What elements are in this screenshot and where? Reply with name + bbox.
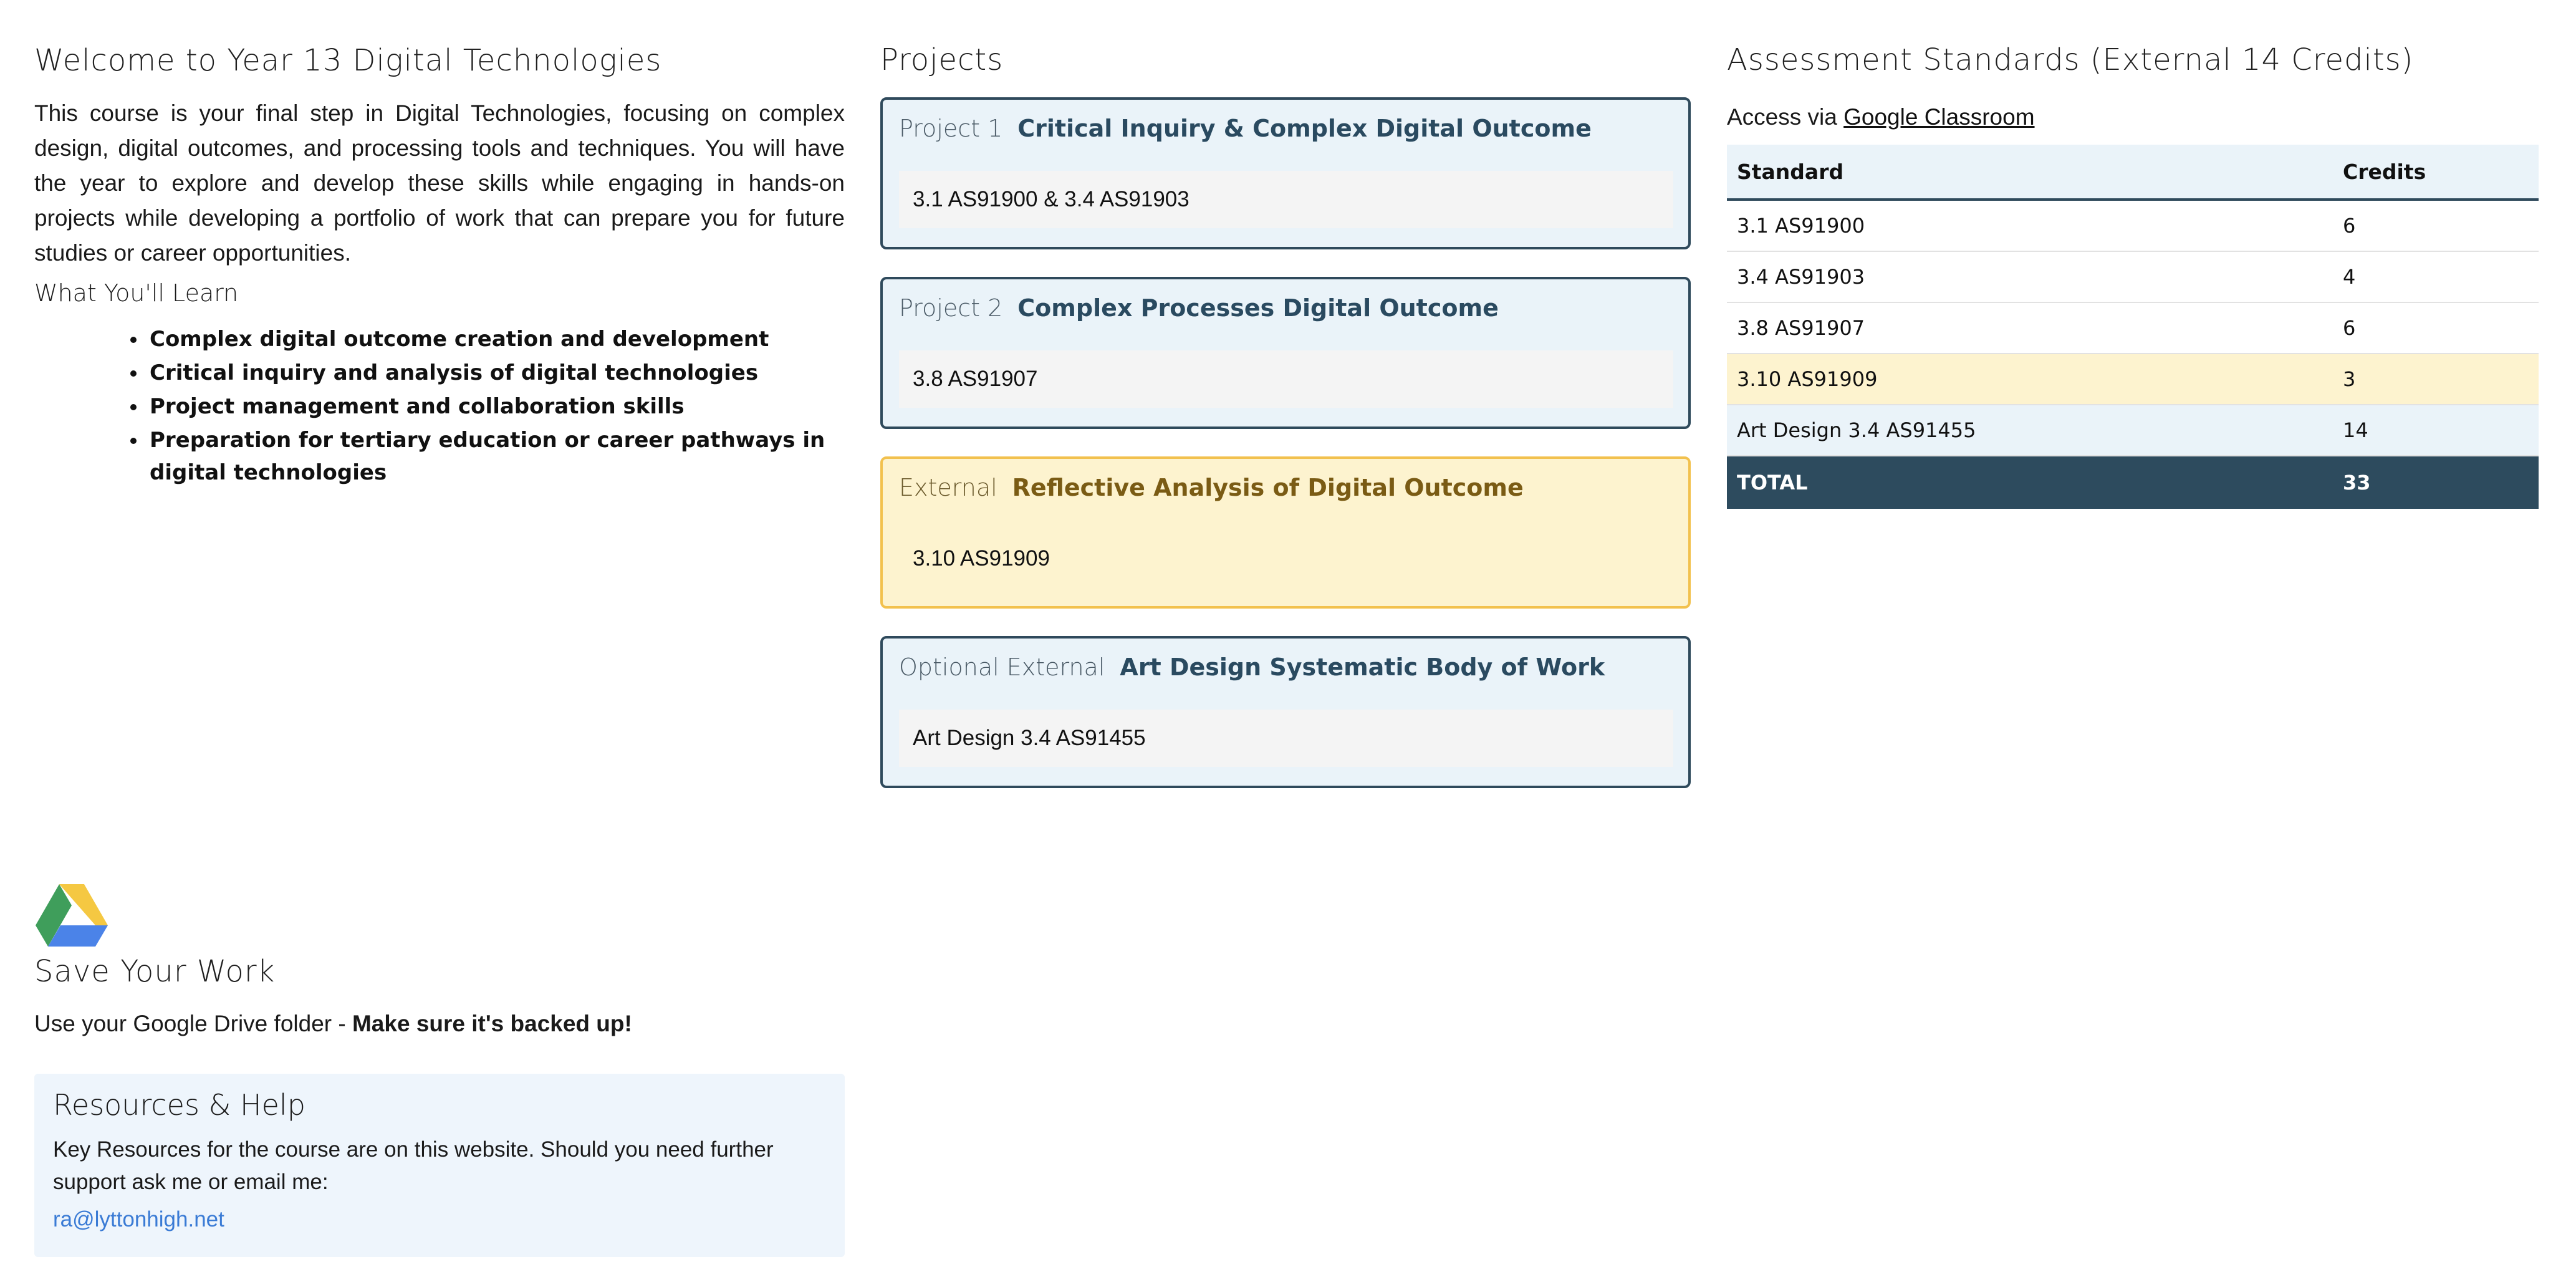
intro-column [34,39,845,490]
projects-heading: Projects [880,42,1004,77]
project-label: Project 2 [899,294,1003,322]
credits-cell: 4 [2333,251,2539,302]
total-row [1727,456,2539,509]
list-item: • Complex digital outcome creation and development [147,323,845,355]
list-item: • Critical inquiry and analysis of digital technologies [147,357,845,389]
project-card-optional-external[interactable] [880,636,1691,788]
project-name: Art Design Systematic Body of Work [1120,653,1605,681]
table-header-row [1727,145,2539,200]
table-row [1727,302,2539,354]
project-standard: Art Design 3.4 AS91455 [899,710,1673,767]
projects-column [880,39,1691,788]
project-card-1[interactable] [880,97,1691,249]
total-label: TOTAL [1727,456,2333,509]
email-link[interactable]: ra@lyttonhigh.net [53,1207,224,1231]
resources-heading: Resources & Help [53,1088,305,1122]
project-standard: 3.1 AS91900 & 3.4 AS91903 [899,171,1673,228]
project-name: Critical Inquiry & Complex Digital Outcome [1017,115,1592,142]
column-header-standard: Standard [1727,145,2333,200]
standard-cell: Art Design 3.4 AS91455 [1727,405,2333,456]
credits-cell: 6 [2333,302,2539,354]
table-row [1727,354,2539,405]
total-value: 33 [2333,456,2539,509]
list-item: • Project management and collaboration skills [147,390,845,423]
table-row [1727,405,2539,456]
credits-cell: 3 [2333,354,2539,405]
project-label: Optional External [899,653,1105,681]
project-label: Project 1 [899,115,1003,142]
resources-panel [34,1074,845,1257]
save-text-strong: Make sure it's backed up! [352,1011,632,1036]
learn-list [34,323,845,489]
project-name: Reflective Analysis of Digital Outcome [1012,474,1524,501]
table-row [1727,251,2539,302]
assessment-column [1727,39,2537,509]
project-standard: 3.10 AS91909 [899,530,1673,587]
standards-table [1727,145,2539,509]
column-header-credits: Credits [2333,145,2539,200]
project-card-2[interactable] [880,277,1691,429]
credits-cell: 14 [2333,405,2539,456]
list-item: • Preparation for tertiary education or career pathways in digital technologies [147,424,845,489]
standard-cell: 3.1 AS91900 [1727,200,2333,251]
standard-cell: 3.8 AS91907 [1727,302,2333,354]
project-label: External [899,474,997,501]
project-standard: 3.8 AS91907 [899,350,1673,408]
page-title: Welcome to Year 13 Digital Technologies [34,43,662,78]
learn-heading: What You'll Learn [34,279,239,307]
save-text [34,1006,845,1041]
google-drive-icon [34,882,109,950]
intro-paragraph: This course is your final step in Digital Technologies, focusing on complex design, digital outcomes, and processing tools and techniques. You will have the year to explore and develop these skills while engaging in hands-on projects while developing a portfolio of work that can prepare you for future studies or career opportunities. [34,100,845,266]
google-classroom-link[interactable]: Google Classroom [1843,104,2035,130]
standard-cell: 3.10 AS91909 [1727,354,2333,405]
resources-text: Key Resources for the course are on this website. Should you need further support ask me or email me: [53,1137,774,1194]
project-card-external[interactable] [880,456,1691,609]
credits-cell: 6 [2333,200,2539,251]
assessment-heading: Assessment Standards (External 14 Credits) [1727,42,2414,77]
access-line [1727,100,2537,135]
save-text-prefix: Use your Google Drive folder - [34,1011,352,1036]
standard-cell: 3.4 AS91903 [1727,251,2333,302]
table-row [1727,200,2539,251]
save-heading: Save Your Work [34,954,276,989]
access-prefix: Access via [1727,104,1837,130]
save-work-section [34,882,845,1041]
project-name: Complex Processes Digital Outcome [1017,294,1499,322]
